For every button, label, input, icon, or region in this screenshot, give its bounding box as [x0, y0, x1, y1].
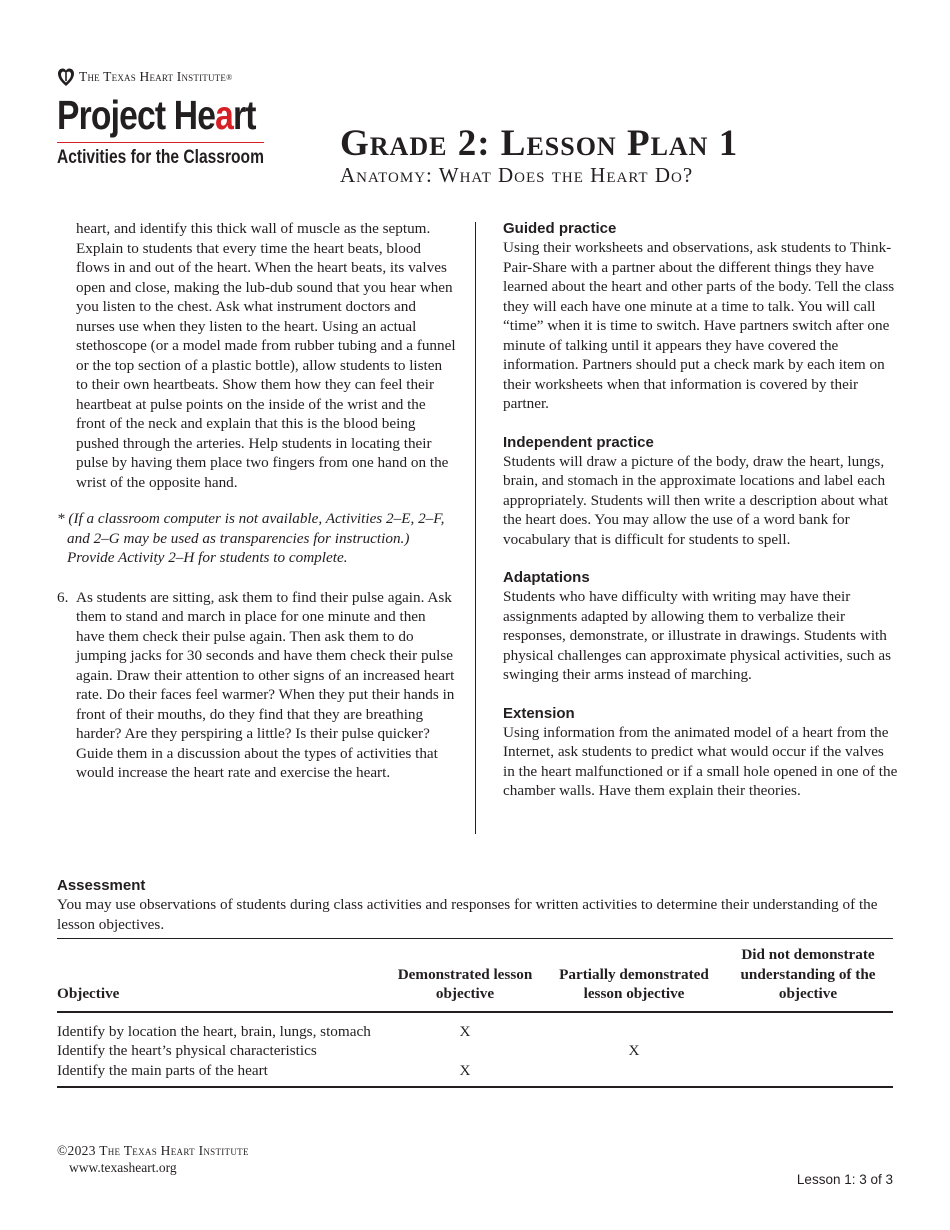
org-name: The Texas Heart Institute	[79, 69, 227, 84]
brand-name	[57, 92, 256, 138]
section-text: Students who have difficulty with writing may have their assignments adapted by allowing them to verbalize their responses, demonstrate, or illustrate in drawings. Students with physical challenges can approximate physical activities, such as swinging their arms instead of marching.	[503, 588, 891, 683]
section-heading: Guided practice	[503, 220, 617, 237]
not-demonstrated-cell	[723, 1061, 893, 1088]
column-divider	[475, 222, 476, 834]
section-extension	[503, 704, 898, 801]
assessment-table	[57, 938, 893, 1088]
column-header-objective: Objective	[57, 985, 120, 1002]
section-text: Using their worksheets and observations, ask students to Think-Pair-Share with a partner about the different things they have learned about the heart and other parts of the body. Tell the class they will each have one minute at a time to talk. You will call “time” when it is time to switch. Have partners switch after one minute of talking until it appears they have covered the information. Partners should put a check mark by each item on their worksheets when that information is covered by their partner.	[503, 239, 895, 412]
objective-cell: Identify the heart’s physical characteristics	[57, 1042, 317, 1059]
table-row	[57, 1041, 893, 1061]
assessment-section	[57, 876, 893, 1088]
section-heading: Adaptations	[503, 569, 590, 586]
brand-heart-letter: a	[215, 92, 233, 138]
registered-mark: ®	[226, 72, 233, 82]
not-demonstrated-cell	[723, 1041, 893, 1061]
column-header-not-demonstrated: Did not demonstrate understanding of the objective	[740, 946, 876, 1002]
page-number: Lesson 1: 3 of 3	[796, 1172, 893, 1187]
page-title: Grade 2: Lesson Plan 1	[340, 123, 739, 164]
table-row	[57, 1061, 893, 1088]
demonstrated-cell	[385, 1041, 545, 1061]
demonstrated-cell: X	[459, 1022, 471, 1040]
column-header-partial: Partially demonstrated lesson objective	[559, 965, 709, 1002]
table-row	[57, 1012, 893, 1042]
left-column	[57, 219, 457, 783]
continued-paragraph: heart, and identify this thick wall of muscle as the septum. Explain to students that every time the heart beats, blood flows in and out of the heart. When the heart beats, its valves open and close, making the lub-dub sound that you hear when you listen to the chest. Ask what instrument doctors and nurses use when they listen to the heart. Using an actual stethoscope (or a model made from rubber tubing and a funnel or the top section of a plastic bottle), allow students to listen to their own heartbeats. Show them how they can feel their heartbeat at pulse points on the inside of the wrist and the front of the neck and explain that this is the blood being pushed through the arteries. Help students in locating their pulse by having them place two fingers from one hand on the wrist of the opposite hand.	[76, 220, 456, 491]
demonstrated-cell: X	[459, 1061, 471, 1079]
step-number: 6.	[57, 588, 69, 606]
partial-cell: X	[628, 1042, 640, 1059]
brand-part2: rt	[232, 92, 256, 138]
partial-cell	[545, 1012, 723, 1042]
assessment-intro: You may use observations of students during class activities and responses for written activities to determine their understanding of the lesson objectives.	[57, 896, 878, 933]
org-line	[57, 66, 267, 88]
step-item	[57, 588, 457, 783]
footer-left	[57, 1142, 249, 1176]
copyright-text: ©2023 The Texas Heart Institute	[57, 1143, 249, 1158]
section-adaptations	[503, 568, 898, 685]
not-demonstrated-cell	[723, 1012, 893, 1042]
partial-cell	[545, 1061, 723, 1088]
heart-logo-icon	[57, 66, 75, 88]
objective-cell: Identify the main parts of the heart	[57, 1061, 268, 1079]
project-heart-logo	[57, 66, 267, 169]
section-independent-practice	[503, 433, 898, 550]
brand-divider	[57, 142, 264, 143]
page-subtitle: Anatomy: What Does the Heart Do?	[340, 163, 694, 187]
table-header-row	[57, 939, 893, 1012]
website-link[interactable]: www.texasheart.org	[69, 1160, 177, 1175]
step-text: As students are sitting, ask them to find their pulse again. Ask them to stand and march in place for one minute and then have them check their pulse again. Then ask them to do jumping jacks for 30 seconds and have them check their pulse again. Draw their attention to other signs of an increased heart rate. Do their faces feel warmer? When they put their hands in front of their mouths, do they find that they are breathing harder? Are they perspiring a little? Is their pulse quicker? Guide them in a discussion about the types of activities that would increase the heart rate and exercise the heart.	[76, 588, 455, 781]
brand-part1: Project He	[57, 92, 216, 138]
section-heading: Extension	[503, 704, 575, 722]
section-text: Students will draw a picture of the body, draw the heart, lungs, brain, and stomach in the approximate locations and label each appropriately. Students will then write a description about what the heart does. You may allow the use of a word bank for vocabulary that is difficult for students to spell.	[503, 452, 888, 548]
column-header-demonstrated: Demonstrated lesson objective	[397, 965, 533, 1002]
section-heading: Independent practice	[503, 433, 654, 451]
section-guided-practice	[503, 219, 898, 414]
section-text: Using information from the animated model of a heart from the Internet, ask students to predict what would occur if the valves in the heart malfunctioned or if a small hole opened in one of the chamber walls. Have them explain their theories.	[503, 723, 898, 799]
brand-subtitle: Activities for the Classroom	[57, 147, 264, 168]
objective-cell: Identify by location the heart, brain, lungs, stomach	[57, 1022, 371, 1040]
assessment-heading: Assessment	[57, 877, 146, 894]
right-column	[503, 219, 898, 820]
computer-note: * (If a classroom computer is not available, Activities 2–E, 2–F, and 2–G may be used as transparencies for instruction.) Provide Activity 2–H for students to complete.	[57, 510, 445, 566]
